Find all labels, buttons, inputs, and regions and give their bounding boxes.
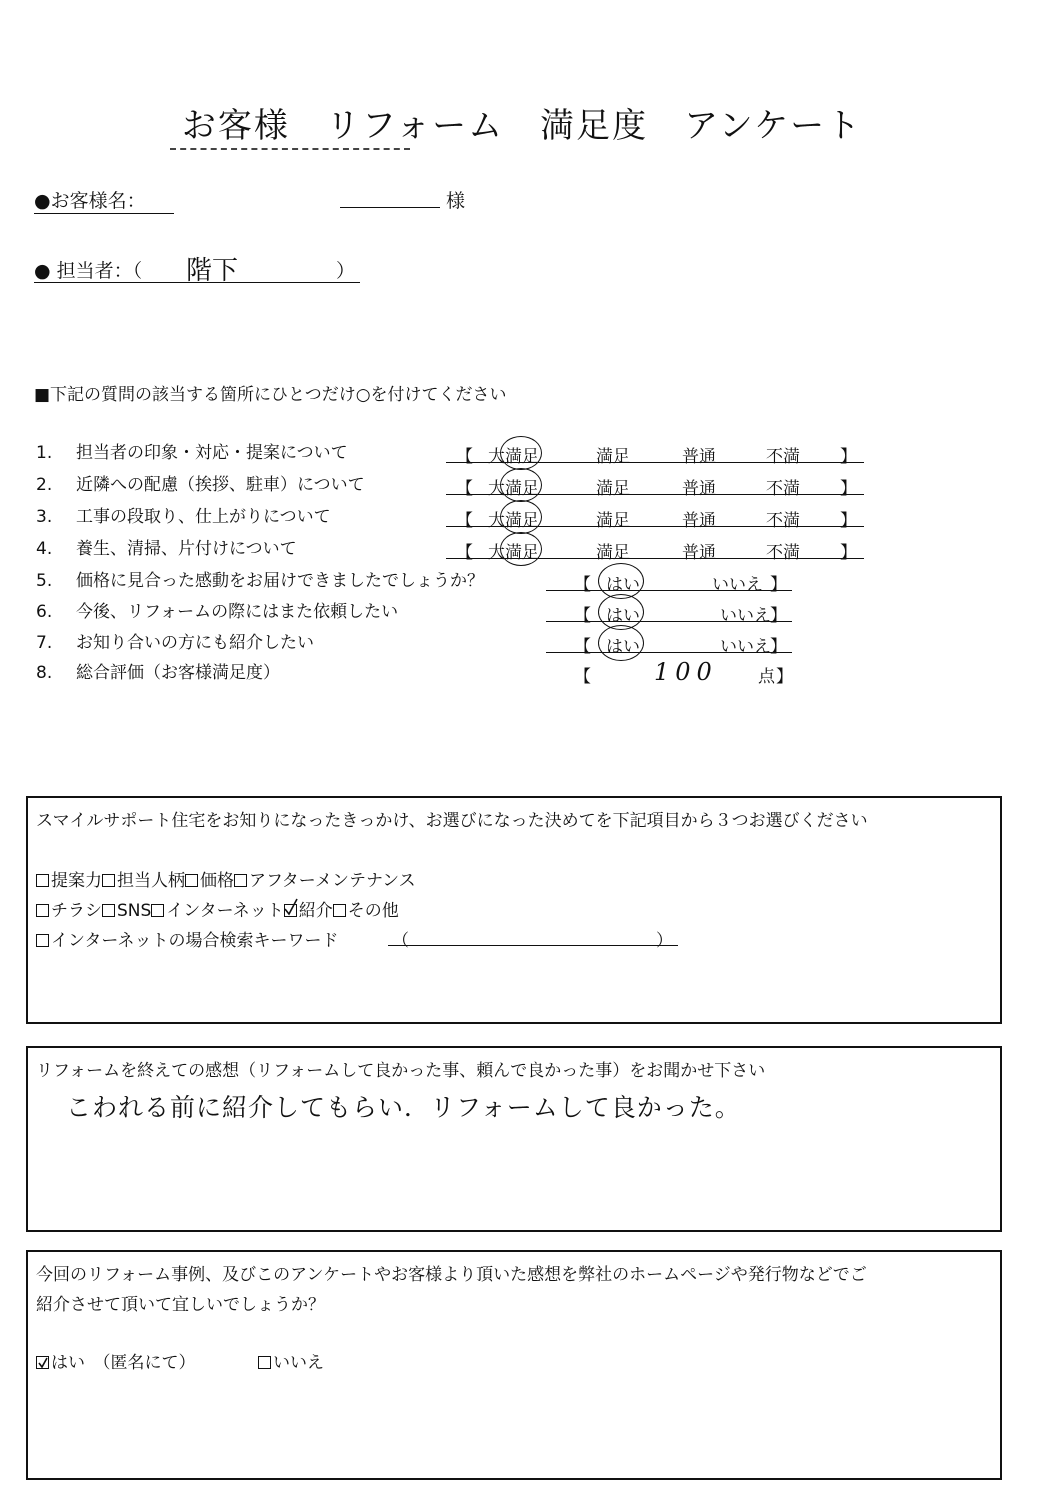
check-mark-icon [37, 1357, 49, 1369]
checkbox[interactable] [36, 904, 49, 917]
option-label: 価格 [200, 871, 234, 891]
option-label: SNS [117, 901, 152, 921]
option-label: チラシ [51, 901, 102, 921]
consent-yes-label: はい （匿名にて） [51, 1353, 196, 1373]
staff-handwritten-value: 階下 [186, 256, 239, 286]
rating-option-dissatisfied[interactable]: 不満 [766, 543, 800, 563]
title-dash-divider [170, 148, 410, 150]
checkbox[interactable] [185, 874, 198, 887]
rating-option-satisfied[interactable]: 満足 [596, 447, 630, 467]
question-number: 8. [36, 663, 53, 683]
checkbox[interactable] [333, 904, 346, 917]
bracket-open: 【 [456, 479, 473, 499]
question-text: 今後、リフォームの際にはまた依頼したい [76, 602, 399, 622]
bracket-close: 】 [770, 637, 787, 657]
publish-consent-line-2: 紹介させて頂いて宜しいでしょうか？ [36, 1295, 325, 1315]
staff-close-paren: ） [336, 260, 356, 282]
customer-name-label: ●お客様名： [34, 186, 174, 214]
consent-no-option[interactable] [258, 1348, 324, 1373]
keyword-open-paren: （ [392, 931, 409, 951]
question-number: 3. [36, 507, 53, 527]
bracket-close: 】 [776, 667, 793, 687]
yes-option[interactable]: はい [606, 606, 640, 626]
checkbox[interactable] [36, 934, 49, 947]
bracket-open: 【 [574, 637, 591, 657]
question-number: 1. [36, 443, 53, 463]
rating-option-satisfied[interactable]: 満足 [596, 511, 630, 531]
question-number: 6. [36, 602, 53, 622]
checkbox[interactable] [36, 874, 49, 887]
rating-option-very-satisfied[interactable]: 大満足 [488, 543, 539, 563]
no-option[interactable]: いいえ [712, 575, 763, 595]
question-text: 担当者の印象・対応・提案について [76, 443, 348, 463]
keyword-field-underline[interactable] [388, 944, 678, 946]
option-label: 担当人柄 [117, 871, 185, 891]
reason-options-row-1 [36, 866, 416, 891]
rating-option-normal[interactable]: 普通 [682, 479, 716, 499]
checkbox[interactable] [102, 904, 115, 917]
score-unit: 点 [758, 667, 775, 687]
question-text: 工事の段取り、仕上がりについて [76, 507, 331, 527]
rating-option-dissatisfied[interactable]: 不満 [766, 511, 800, 531]
bracket-close: 】 [770, 575, 787, 595]
impression-heading: リフォームを終えての感想（リフォームして良かった事、頼んで良かった事）をお聞かせ下さい [36, 1061, 766, 1081]
answer-circle-mark [500, 436, 542, 470]
question-text: 価格に見合った感動をお届けできましたでしょうか？ [76, 571, 484, 591]
question-text: 近隣への配慮（挨拶、駐車）について [76, 475, 365, 495]
bracket-close: 】 [770, 606, 787, 626]
reason-options-row-2 [36, 896, 399, 921]
question-number: 5. [36, 571, 53, 591]
bracket-close: 】 [840, 511, 857, 531]
bracket-open: 【 [456, 543, 473, 563]
question-number: 4. [36, 539, 53, 559]
rating-option-normal[interactable]: 普通 [682, 543, 716, 563]
yes-option[interactable]: はい [606, 575, 640, 595]
publish-consent-line-1: 今回のリフォーム事例、及びこのアンケートやお客様より頂いた感想を弊社のホームページや発行物などでご [36, 1265, 867, 1285]
bracket-open: 【 [456, 511, 473, 531]
impression-handwritten-answer: こわれる前に紹介してもらい．リフォームして良かった。 [66, 1093, 741, 1122]
keyword-close-paren: ） [656, 931, 673, 951]
instruction-text: ■下記の質問の該当する箇所にひとつだけ○を付けてください [34, 385, 507, 405]
customer-name-suffix: 様 [446, 190, 466, 212]
check-mark-icon [283, 897, 299, 917]
rating-option-satisfied[interactable]: 満足 [596, 479, 630, 499]
question-number: 7. [36, 633, 53, 653]
staff-label: ● 担当者：（ [34, 260, 143, 282]
checkbox-checked[interactable] [36, 1356, 49, 1369]
answer-circle-mark [500, 468, 542, 502]
answer-circle-mark [500, 500, 542, 534]
checkbox[interactable] [102, 874, 115, 887]
consent-no-label: いいえ [273, 1353, 324, 1373]
source-reason-heading: スマイルサポート住宅をお知りになったきっかけ、お選びになった決めてを下記項目から３つお選びください [36, 811, 868, 831]
option-label: 紹介 [298, 901, 333, 921]
bracket-open: 【 [456, 447, 473, 467]
checkbox-checked[interactable] [284, 904, 297, 917]
reason-options-row-3 [36, 926, 338, 951]
score-handwritten-value: 100 [654, 658, 718, 686]
consent-yes-option[interactable] [36, 1348, 196, 1373]
answer-circle-mark [598, 625, 644, 661]
yes-option[interactable]: はい [606, 637, 640, 657]
checkbox[interactable] [258, 1356, 271, 1369]
checkbox[interactable] [234, 874, 247, 887]
bracket-open: 【 [574, 667, 591, 687]
no-option[interactable]: いいえ [720, 637, 771, 657]
option-label: その他 [347, 901, 399, 921]
rating-option-dissatisfied[interactable]: 不満 [766, 479, 800, 499]
no-option[interactable]: いいえ [720, 606, 771, 626]
rating-option-very-satisfied[interactable]: 大満足 [488, 511, 539, 531]
question-text: お知り合いの方にも紹介したい [76, 633, 314, 653]
answer-circle-mark [500, 532, 542, 566]
bracket-close: 】 [840, 447, 857, 467]
question-text: 養生、清掃、片付けについて [76, 539, 297, 559]
bracket-close: 】 [840, 479, 857, 499]
option-label: インターネットの場合検索キーワード [51, 931, 339, 951]
rating-option-very-satisfied[interactable]: 大満足 [488, 479, 539, 499]
checkbox[interactable] [151, 904, 164, 917]
rating-option-normal[interactable]: 普通 [682, 447, 716, 467]
rating-option-satisfied[interactable]: 満足 [596, 543, 630, 563]
rating-option-normal[interactable]: 普通 [682, 511, 716, 531]
option-label: インターネット [166, 901, 284, 921]
rating-option-dissatisfied[interactable]: 不満 [766, 447, 800, 467]
question-number: 2. [36, 475, 53, 495]
question-text: 総合評価（お客様満足度） [76, 663, 280, 683]
customer-name-field[interactable] [340, 206, 440, 208]
rating-option-very-satisfied[interactable]: 大満足 [488, 447, 539, 467]
option-label: 提案力 [51, 871, 102, 891]
bracket-close: 】 [840, 543, 857, 563]
bracket-open: 【 [574, 575, 591, 595]
bracket-open: 【 [574, 606, 591, 626]
survey-title: お客様 リフォーム 満足度 アンケート [181, 106, 863, 146]
option-label: アフターメンテナンス [249, 871, 416, 891]
